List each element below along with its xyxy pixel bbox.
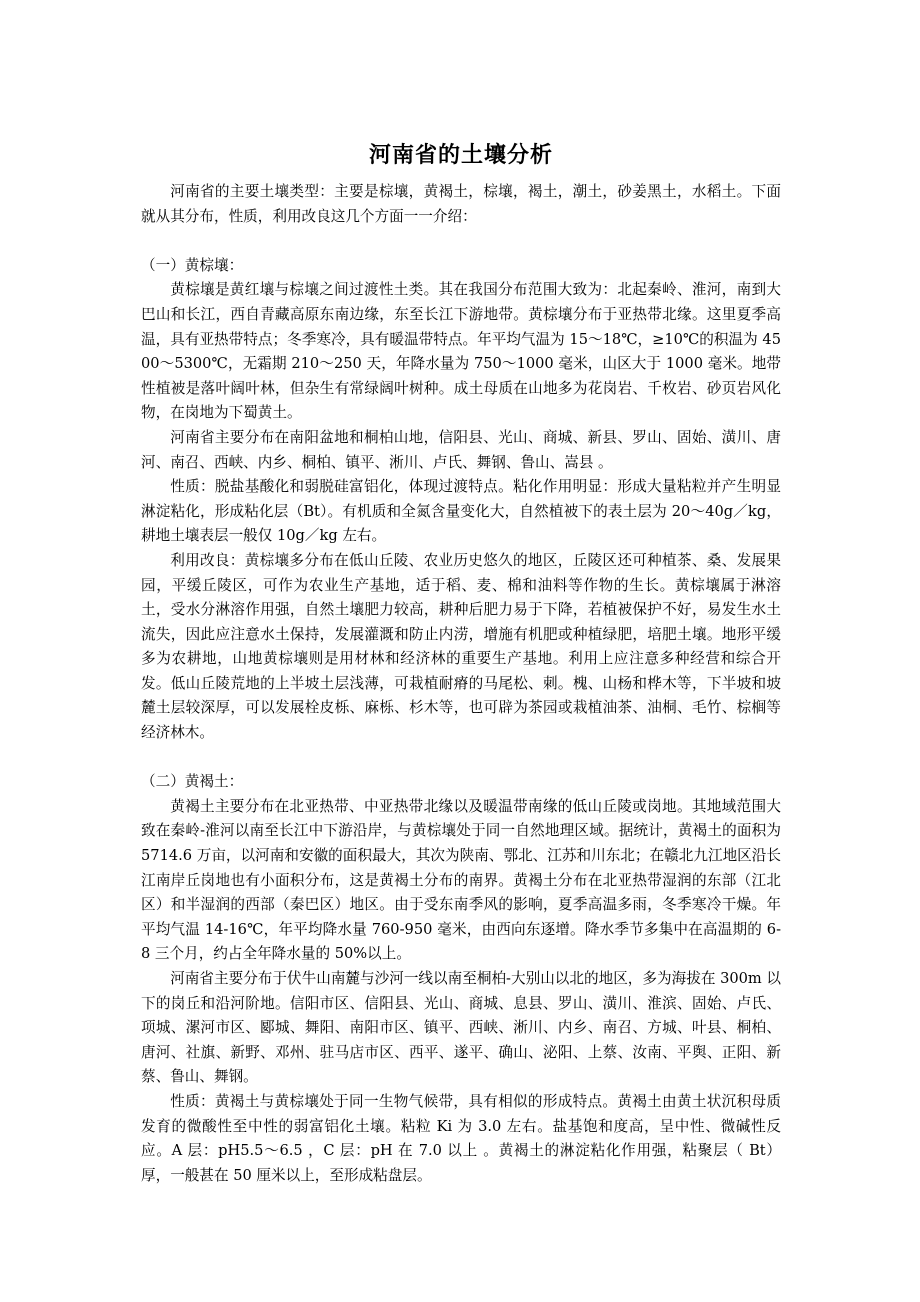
section-1-paragraph: 河南省主要分布在南阳盆地和桐柏山地，信阳县、光山、商城、新县、罗山、固始、潢川、唐河、南召、西峡、内乡、桐柏、镇平、淅川、卢氏、舞钢、鲁山、嵩县 。 (141, 428, 781, 471)
blank-line (141, 746, 781, 771)
section-2-paragraph: 性质：黄褐土与黄棕壤处于同一生物气候带，具有相似的形成特点。黄褐土由黄土状沉积母质发育的微酸性至中性的弱富铝化土壤。粘粒 Ki 为 3.0 左右。盐基饱和度高，呈中性、微碱性反应。A 层：pH5.5～6.5 ，C 层：pH 在 7.0 以上 。黄褐土的淋淀粘化作用强，粘聚层（ Bt）厚，一般甚在 50 厘米以上，至形成粘盘层。 (141, 1092, 781, 1184)
document-title: 河南省的土壤分析 (368, 143, 553, 168)
section-2-paragraph: 黄褐土主要分布在北亚热带、中亚热带北缘以及暖温带南缘的低山丘陵或岗地。其地域范围大致在秦岭-淮河以南至长江中下游沿岸，与黄棕壤处于同一自然地理区域。据统计，黄褐土的面积为 5714.6 万亩，以河南和安徽的面积最大，其次为陕南、鄂北、江苏和川东北；在赣北九江地区沿长江南岸丘岗地也有小面积分布，这是黄褐土分布的南界。黄褐土分布在北亚热带湿润的东部（江北区）和半湿润的西部（秦巴区）地区。由于受东南季风的影响，夏季高温多雨，冬季寒冷干燥。年平均气温 14-16℃，年平均降水量 760-950 毫米，由西向东逐增。降水季节多集中在高温期的 6-8 三个月，约占全年降水量的 50%以上。 (141, 797, 781, 963)
document-body (141, 136, 781, 1188)
section-2-paragraph: 河南省主要分布于伏牛山南麓与沙河一线以南至桐柏-大别山以北的地区，多为海拔在 300m 以下的岗丘和沿河阶地。信阳市区、信阳县、光山、商城、息县、罗山、潢川、淮滨、固始、卢氏、项城、漯河市区、郾城、舞阳、南阳市区、镇平、西峡、淅川、内乡、南召、方城、叶县、桐柏、唐河、社旗、新野、邓州、驻马店市区、西平、遂平、确山、泌阳、上蔡、汝南、平舆、正阳、新蔡、鲁山、舞钢。 (141, 970, 781, 1086)
intro-paragraph: 河南省的主要土壤类型：主要是棕壤，黄褐土，棕壤，褐土，潮土，砂姜黑土，水稻土。下面就从其分布，性质，利用改良这几个方面一一介绍： (141, 183, 781, 225)
section-1-paragraph: 性质：脱盐基酸化和弱脱硅富铝化，体现过渡特点。粘化作用明显：形成大量粘粒并产生明显淋淀粘化，形成粘化层（Bt）。有机质和全氮含量变化大，自然植被下的表土层为 20～40g／kg，耕地土壤表层一般仅 10g／kg 左右。 (141, 478, 781, 545)
section-heading-yellow-cinnamon-soil: （二）黄褐土： (141, 773, 244, 791)
blank-line (141, 229, 781, 254)
section-heading-yellow-brown-soil: （一）黄棕壤： (141, 256, 244, 274)
section-1-paragraph: 黄棕壤是黄红壤与棕壤之间过渡性土类。其在我国分布范围大致为：北起秦岭、淮河，南到大巴山和长江，西自青藏高原东南边缘，东至长江下游地带。黄棕壤分布于亚热带北缘。这里夏季高温，具有亚热带特点；冬季寒冷，具有暖温带特点。年平均气温为 15～18℃，≥10℃的积温为 4500～5300℃，无霜期 210～250 天，年降水量为 750～1000 毫米，山区大于 1000 毫米。地带性植被是落叶阔叶林，但杂生有常绿阔叶树种。成土母质在山地多为花岗岩、千枚岩、砂页岩风化物，在岗地为下蜀黄土。 (141, 281, 781, 422)
section-1-paragraph: 利用改良：黄棕壤多分布在低山丘陵、农业历史悠久的地区，丘陵区还可种植茶、桑、发展果园，平缓丘陵区，可作为农业生产基地，适于稻、麦、棉和油料等作物的生长。黄棕壤属于淋溶土，受水分淋溶作用强，自然土壤肥力较高，耕种后肥力易于下降，若植被保护不好，易发生水土流失，因此应注意水土保持，发展灌溉和防止内涝，增施有机肥或种植绿肥，培肥土壤。地形平缓多为农耕地，山地黄棕壤则是用材林和经济林的重要生产基地。利用上应注意多种经营和综合开发。低山丘陵荒地的上半坡土层浅薄，可栽植耐瘠的马尾松、刺。槐、山杨和桦木等，下半坡和坡麓土层较深厚，可以发展栓皮栎、麻栎、杉木等，也可辟为茶园或栽植油茶、油桐、毛竹、棕榈等经济林木。 (141, 551, 781, 742)
